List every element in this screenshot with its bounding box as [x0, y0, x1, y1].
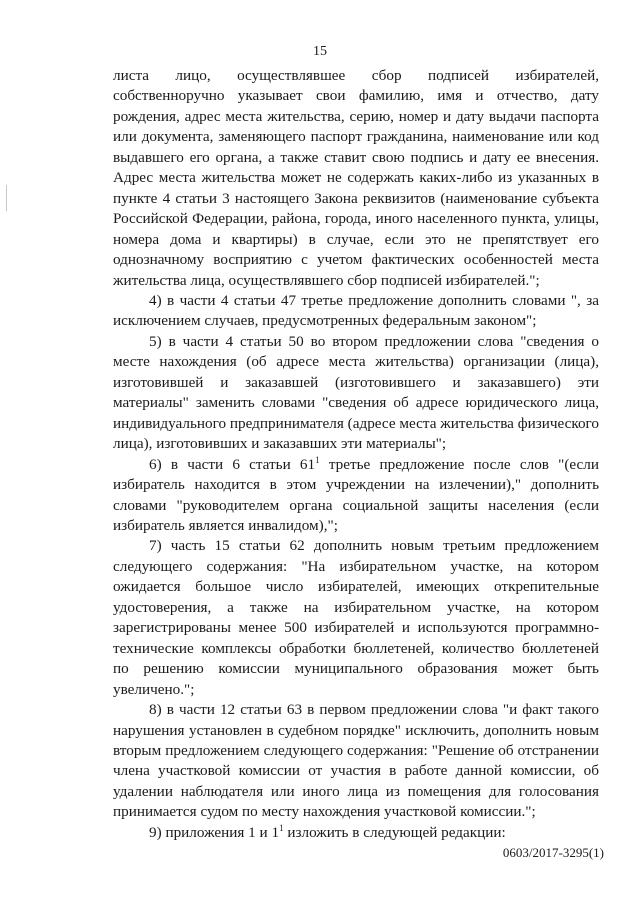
paragraph-continuation: листа лицо, осуществлявшее сбор подписей избирателей, собственноручно указывает свои фамилию, имя и отчество, дату рождения, адрес места жительства, серию, номер и дату выдачи паспорта или документа, заменяющего паспорт гражданина, наименование или код выдавшего его органа, а также ставит свою подпись и дату ее внесения. Адрес места жительства может не содержать каких-либо из указанных в пункте 4 статьи 3 настоящего Закона реквизитов (наименование субъекта Российской Федерации, района, города, иного населенного пункта, улицы, номера дома и квартиры) в случае, если это не препятствует его однозначному восприятию с учетом фактических особенностей места жительства лица, осуществлявшего сбор подписей избирателей.";	[113, 67, 599, 289]
superscript-index: 1	[315, 454, 320, 465]
superscript-index: 1	[279, 822, 284, 833]
paragraph-item-4: 4) в части 4 статьи 47 третье предложение дополнить словами ", за исключением случаев, предусмотренных федеральным законом";	[113, 291, 599, 330]
paragraph-item-7: 7) часть 15 статьи 62 дополнить новым третьим предложением следующего содержания: "На избирательном участке, на котором ожидается большое число избирателей, имеющих открепительные удостоверения, а также на избирательном участке, на котором зарегистрированы менее 500 избирателей и используются программно-технические комплексы обработки бюллетеней, количество бюллетеней по решению комиссии муниципального образования может быть увеличено.";	[113, 537, 599, 698]
paragraph-item-9-start: 9) приложения 1 и 1	[149, 823, 280, 841]
paragraph-item-6	[113, 455, 599, 537]
paragraph-item-9	[113, 823, 599, 843]
paragraph-item-8: 8) в части 12 статьи 63 в первом предложении слова "и факт такого нарушения установлен в судебном порядке" исключить, дополнить новым вторым предложением следующего содержания: "Решение об отстранении члена участковой комиссии от участия в работе данной комиссии, об удалении наблюдателя или иного лица из помещения для голосования принимается судом по месту нахождения участковой комиссии.";	[113, 701, 599, 821]
paragraph-item-9-rest: изложить в следующей редакции:	[283, 823, 506, 841]
margin-scan-mark-top	[6, 185, 7, 211]
paragraph-item-6-start: 6) в части 6 статьи 61	[149, 455, 316, 473]
document-body	[113, 66, 599, 843]
paragraph-item-6-rest: третье предложение после слов "(если избиратель находится в этом учреждении на излечении)," дополнить словами "руководителем органа социальной защиты населения (если избиратель является инвалидом),";	[113, 455, 599, 534]
paragraph-item-5: 5) в части 4 статьи 50 во втором предложении слова "сведения о месте нахождения (об адресе места жительства) организации (лица), изготовившей и заказавшей (изготовившего и заказавшего) эти материалы" заменить словами "сведения об адресе юридического лица, индивидуального предпринимателя (адресе места жительства физического лица), изготовивших и заказавших эти материалы";	[113, 332, 599, 453]
document-code: 0603/2017-3295(1)	[502, 845, 604, 860]
page-number: 15	[313, 44, 327, 59]
